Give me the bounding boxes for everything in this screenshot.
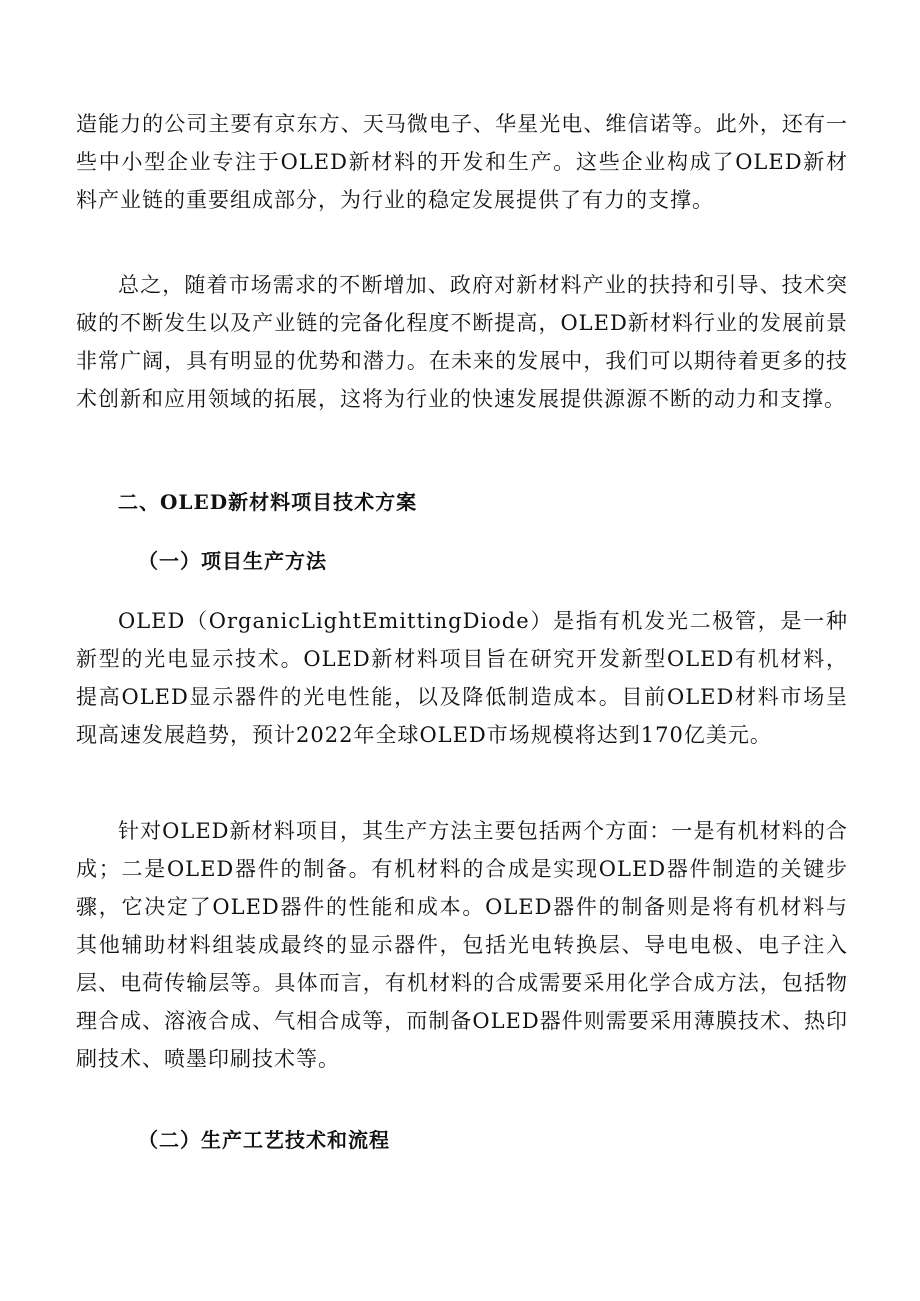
body-paragraph: 总之，随着市场需求的不断增加、政府对新材料产业的扶持和引导、技术突破的不断发生以及产业链的完备化程度不断提高，OLED新材料行业的发展前景非常广阔，具有明显的优势和潜力。在未来的发展中，我们可以期待着更多的技术创新和应用领域的拓展，这将为行业的快速发展提供源源不断的动力和支撑。 [76, 273, 848, 411]
body-paragraph: OLED（OrganicLightEmittingDiode）是指有机发光二极管，是一种新型的光电显示技术。OLED新材料项目旨在研究开发新型OLED有机材料，提高OLED显示器件的光电性能，以及降低制造成本。目前OLED材料市场呈现高速发展趋势，预计2022年全球OLED市场规模将达到170亿美元。 [76, 609, 848, 747]
subsection-heading: （二）生产工艺技术和流程 [138, 1128, 390, 1152]
body-paragraph: 针对OLED新材料项目，其生产方法主要包括两个方面：一是有机材料的合成；二是OLED器件的制备。有机材料的合成是实现OLED器件制造的关键步骤，它决定了OLED器件的性能和成本。OLED器件的制备则是将有机材料与其他辅助材料组装成最终的显示器件，包括光电转换层、导电电极、电子注入层、电荷传输层等。具体而言，有机材料的合成需要采用化学合成方法，包括物理合成、溶液合成、气相合成等，而制备OLED器件则需要采用薄膜技术、热印刷技术、喷墨印刷技术等。 [76, 819, 848, 1071]
body-paragraph: 造能力的公司主要有京东方、天马微电子、华星光电、维信诺等。此外，还有一些中小型企业专注于OLED新材料的开发和生产。这些企业构成了OLED新材料产业链的重要组成部分，为行业的稳定发展提供了有力的支撑。 [76, 112, 848, 212]
section-heading: 二、OLED新材料项目技术方案 [118, 490, 418, 514]
subsection-heading: （一）项目生产方法 [138, 549, 327, 573]
